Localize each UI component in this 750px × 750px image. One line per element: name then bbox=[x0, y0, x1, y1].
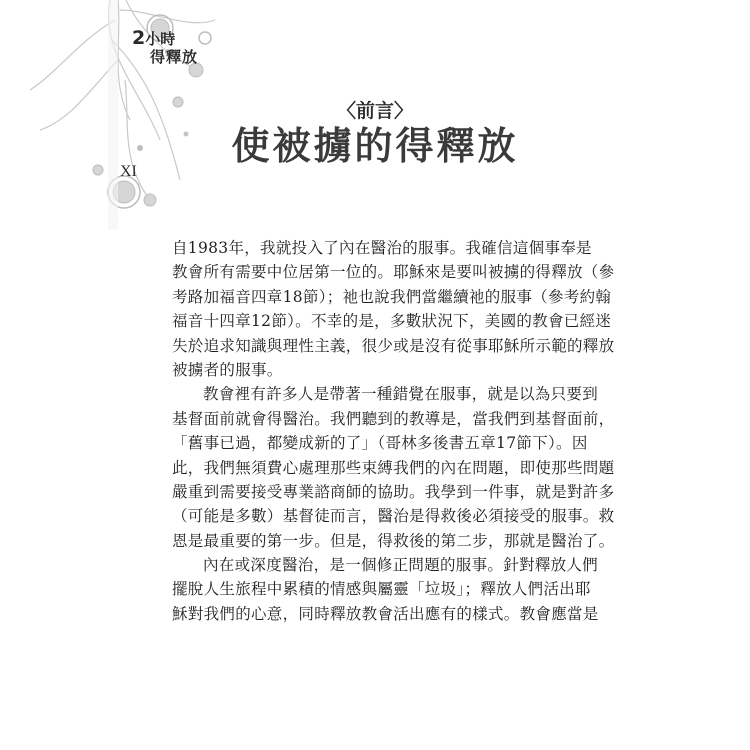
text-line: 教會所有需要中位居第一位的。耶穌來是要叫被擄的得釋放（參 bbox=[172, 263, 615, 282]
text-line: 擺脫人生旅程中累積的情感與屬靈「垃圾」；釋放人們活出耶 bbox=[172, 580, 591, 599]
body-text bbox=[172, 236, 615, 626]
book-title-main: 得釋放 bbox=[150, 47, 199, 66]
text-line: 失於追求知識與理性主義，很少或是沒有從事耶穌所示範的釋放 bbox=[172, 336, 615, 355]
book-title-small: 小時 bbox=[145, 30, 176, 48]
text-line: 基督面前就會得醫治。我們聽到的教導是，當我們到基督面前， bbox=[172, 409, 615, 428]
text-line: 內在或深度醫治，是一個修正問題的服事。針對釋放人們 bbox=[203, 556, 599, 575]
book-title-number: 2 bbox=[132, 27, 146, 49]
chapter-label: 〈前言〉 bbox=[336, 100, 413, 122]
text-line: 自1983年，我就投入了內在醫治的服事。我確信這個事奉是 bbox=[172, 239, 592, 257]
text-line: 被擄者的服事。 bbox=[172, 360, 283, 379]
text-line: 恩是最重要的第一步。但是，得救後的第二步，那就是醫治了。 bbox=[172, 531, 615, 550]
text-line: 此，我們無須費心處理那些束縛我們的內在問題，即使那些問題 bbox=[172, 458, 615, 477]
text-line: 考路加福音四章18節）；祂也說我們當繼續祂的服事（參考約翰 bbox=[172, 287, 612, 306]
text-line: （可能是多數）基督徒而言，醫治是得救後必須接受的服事。救 bbox=[172, 507, 615, 526]
text-line: 教會裡有許多人是帶著一種錯覺在服事，就是以為只要到 bbox=[203, 385, 599, 404]
text-line: 福音十四章12節）。不幸的是，多數狀況下，美國的教會已經迷 bbox=[172, 312, 612, 331]
text-line: 嚴重到需要接受專業諮商師的協助。我學到一件事，就是對許多 bbox=[172, 482, 615, 501]
text-line: 穌對我們的心意，同時釋放教會活出應有的樣式。教會應當是 bbox=[172, 604, 599, 623]
chapter-title: 使被擄的得釋放 bbox=[231, 124, 519, 168]
running-header-book-title bbox=[132, 28, 198, 65]
page-number: XI bbox=[120, 163, 137, 180]
text-line: 「舊事已過，都變成新的了」（哥林多後書五章17節下）。因 bbox=[172, 434, 588, 453]
